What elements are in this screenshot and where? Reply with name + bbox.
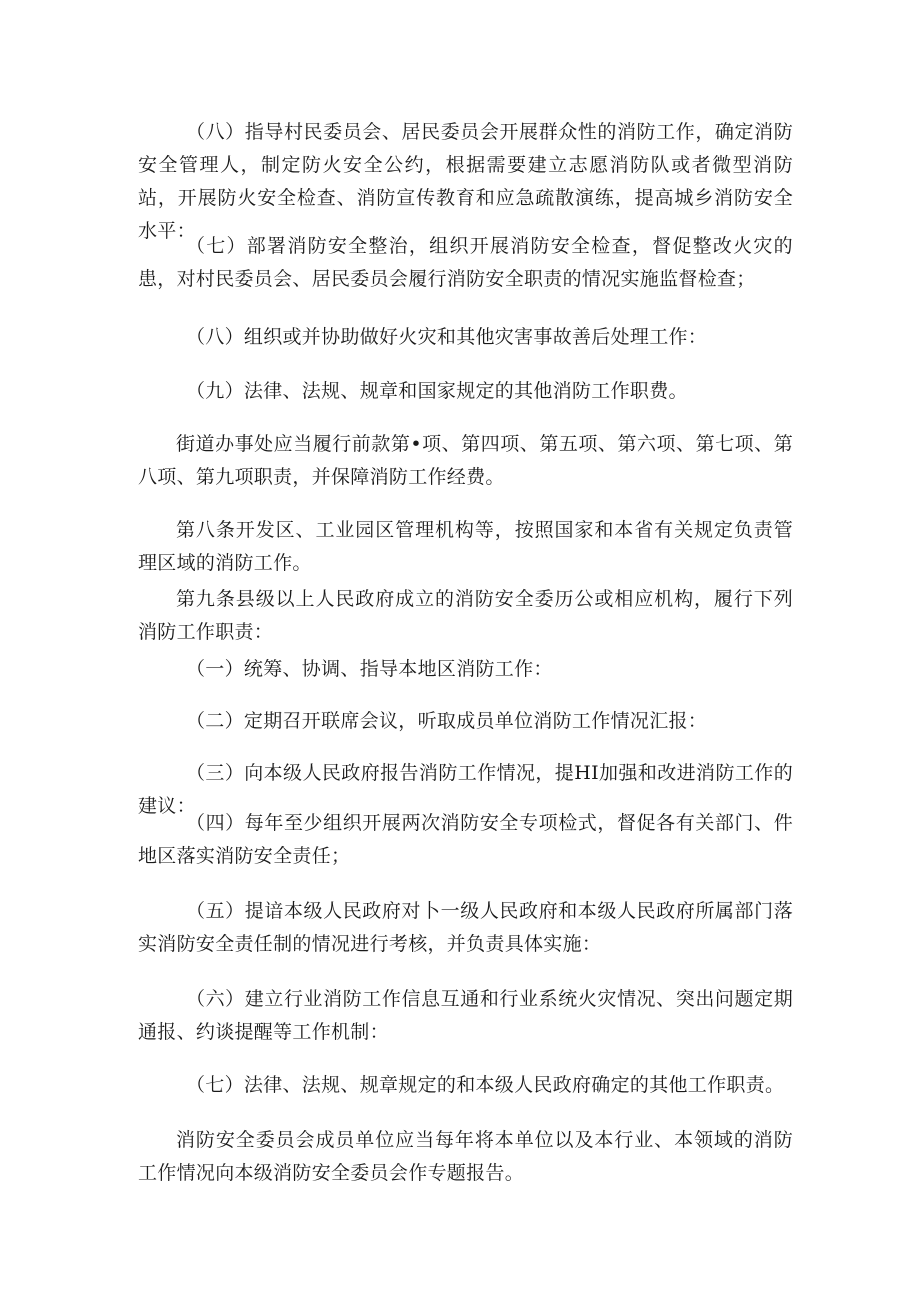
paragraph-item-1: （一）统筹、协调、指导本地区消防工作： [186,658,553,680]
paragraph-item-8-aftermath: （八）组织或并协助做好火灾和其他灾害事故善后处理工作： [186,326,708,348]
paragraph-item-2: （二）定期召开联席会议，听取成员单位消防工作情况汇报： [186,710,708,732]
paragraph-article-9: 第九条县级以上人民政府成立的消防安全委历公或相应机构，履行下列消防工作职责： [138,588,793,643]
paragraph-committee-report: 消防安全委员会成员单位应当每年将本单位以及本行业、本领域的消防工作情况向本级消防安全委员会作专题报告。 [138,1129,793,1184]
paragraph-item-9-law: （九）法律、法规、规章和国家规定的其他消防工作职费。 [186,380,688,402]
paragraph-article-8: 第八条开发区、工业园区管理机构等，按照国家和本省有关规定负责管理区域的消防工作。 [138,519,793,574]
paragraph-item-4: （四）每年至少组织开展两次消防安全专项检式，督促各有关部门、件地区落实消防安全责任； [138,812,793,867]
paragraph-item-6: （六）建立行业消防工作信息互通和行业系统火灾情况、突出问题定期通报、约谈提醒等工作机制： [138,988,793,1043]
paragraph-item-8-village: （八）指导村民委员会、居民委员会开展群众性的消防工作，确定消防安全管理人，制定防火安全公约，根据需要建立志愿消防队或者微型消防站，开展防火安全检查、消防宣传教育和应急疏散演练，提高城乡消防安全水平： [138,121,793,242]
paragraph-item-7-other: （七）法律、法规、规章规定的和本级人民政府确定的其他工作职责。 [186,1074,785,1096]
paragraph-item-5: （五）提谙本级人民政府对卜一级人民政府和本级人民政府所属部门落实消防安全责任制的情况进行考核，并负责具体实施： [138,900,793,955]
paragraph-item-3: （三）向本级人民政府报告消防工作情况，提HI加强和改进消防工作的建议： [138,762,793,817]
paragraph-street-office: 街道办事处应当履行前款第•项、第四项、第五项、第六项、第七项、第八项、第九项职责，并保障消防工作经费。 [138,433,793,488]
paragraph-item-7-rectification: （七）部署消防安全整治，组织开展消防安全检查，督促整改火灾的患，对村民委员会、居民委员会履行消防安全职责的情况实施监督检查； [138,235,793,290]
